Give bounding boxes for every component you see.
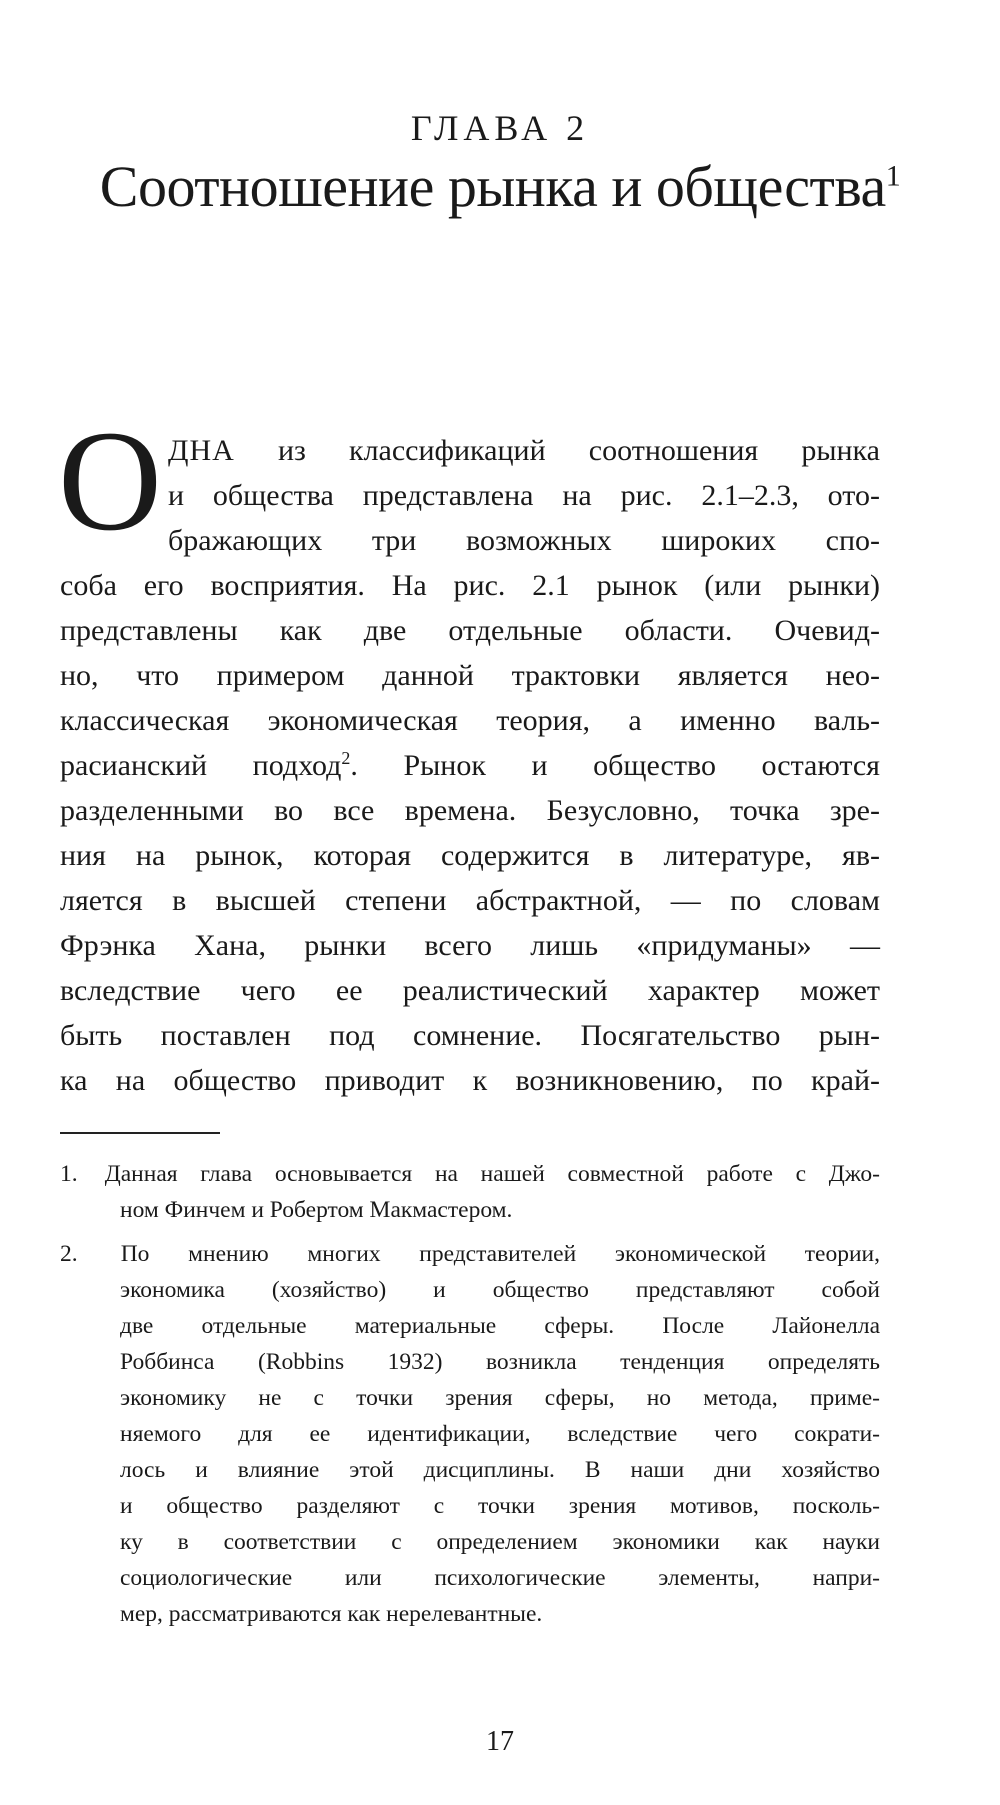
footnote-text: Данная глава основывается на нашей совместной работе с Джо- bbox=[104, 1161, 880, 1187]
footnote-line: Роббинса (Robbins 1932) возникла тенденция определять bbox=[120, 1349, 880, 1375]
body-line: быть поставлен под сомнение. Посягательство рын- bbox=[60, 1019, 880, 1052]
body-line: бражающих три возможных широких спо- bbox=[168, 524, 880, 557]
first-word-rest: ДНА bbox=[168, 434, 235, 467]
body-line: разделенными во все времена. Безусловно, точка зре- bbox=[60, 794, 880, 827]
body-line: ния на рынок, которая содержится в литературе, яв- bbox=[60, 839, 880, 872]
footnote-line: лось и влияние этой дисциплины. В наши дни хозяйство bbox=[120, 1457, 880, 1483]
drop-cap: О bbox=[58, 402, 162, 561]
body-line: классическая экономическая теория, а именно валь- bbox=[60, 704, 880, 737]
body-line: Фрэнка Хана, рынки всего лишь «придуманы» — bbox=[60, 929, 880, 962]
body-line: и общества представлена на рис. 2.1–2.3, ото- bbox=[168, 479, 880, 512]
body-line-text: расианский подход bbox=[60, 749, 342, 782]
body-line-text: . Рынок и общество остаются bbox=[350, 749, 880, 782]
footnote-text: По мнению многих представителей экономической теории, bbox=[120, 1241, 881, 1267]
body-line: соба его восприятия. На рис. 2.1 рынок (или рынки) bbox=[60, 569, 880, 602]
footnote-line bbox=[60, 1236, 880, 1272]
body-line: но, что примером данной трактовки является нео- bbox=[60, 659, 880, 692]
body-line: ляется в высшей степени абстрактной, — по словам bbox=[60, 884, 880, 917]
body-text bbox=[58, 402, 880, 1103]
body-line bbox=[60, 743, 880, 788]
page-number: 17 bbox=[486, 1726, 514, 1757]
footnote-line: и общество разделяют с точки зрения мотивов, посколь- bbox=[120, 1493, 880, 1519]
footnote-2 bbox=[60, 1236, 880, 1632]
footnote-line: ку в соответствии с определением экономики как науки bbox=[120, 1529, 880, 1555]
chapter-title-text: Соотношение рынка и общества bbox=[99, 154, 886, 219]
footnote-line: мер, рассматриваются как нерелевантные. bbox=[120, 1601, 543, 1627]
footnote-line: две отдельные материальные сферы. После Лайонелла bbox=[120, 1313, 880, 1339]
chapter-title-footnote-ref: 1 bbox=[885, 159, 901, 193]
footnote-line: ном Финчем и Робертом Макмастером. bbox=[120, 1197, 513, 1223]
footnote-divider bbox=[60, 1132, 220, 1134]
body-line-text: из классификаций соотношения рынка bbox=[234, 434, 880, 467]
chapter-title bbox=[0, 152, 1000, 222]
footnote-line: экономика (хозяйство) и общество представляют собой bbox=[120, 1277, 880, 1303]
footnote-number: 1. bbox=[60, 1161, 78, 1187]
body-line: вследствие чего ее реалистический характер может bbox=[60, 974, 880, 1007]
body-line: представлены как две отдельные области. Очевид- bbox=[60, 614, 880, 647]
footnote-ref: 2 bbox=[341, 748, 351, 768]
body-line bbox=[60, 428, 880, 473]
body-line: ка на общество приводит к возникновению, по край- bbox=[60, 1064, 880, 1097]
footnote-number: 2. bbox=[60, 1241, 78, 1267]
footnote-1 bbox=[60, 1156, 880, 1228]
chapter-label: ГЛАВА 2 bbox=[410, 108, 590, 148]
footnote-line: няемого для ее идентификации, вследствие чего сократи- bbox=[120, 1421, 880, 1447]
footnote-line: экономику не с точки зрения сферы, но метода, приме- bbox=[120, 1385, 880, 1411]
footnote-line bbox=[60, 1156, 880, 1192]
footnote-line: социологические или психологические элементы, напри- bbox=[120, 1565, 880, 1591]
